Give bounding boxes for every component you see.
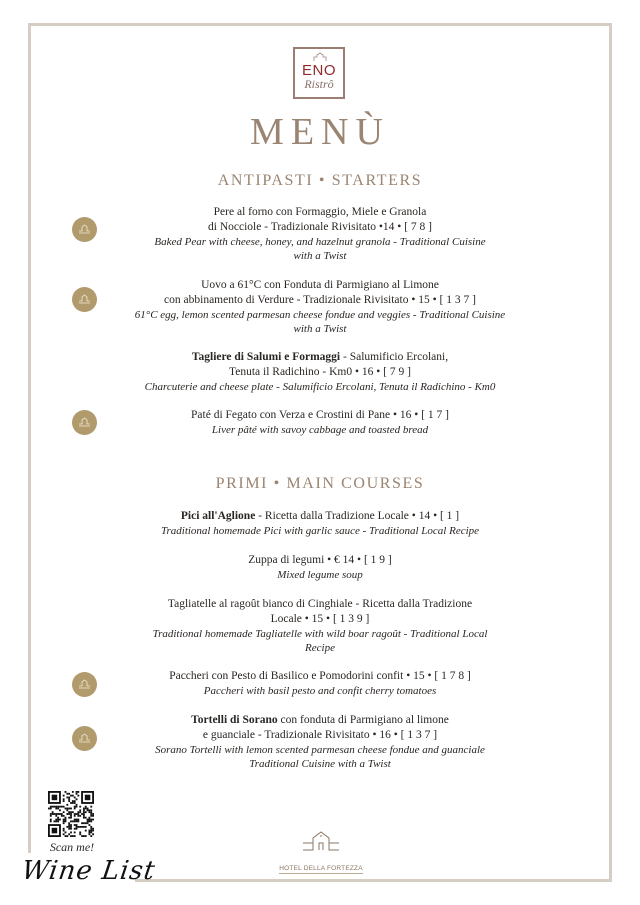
dish-text: - Salumificio Ercolani, [340, 351, 449, 363]
dish-translation: Mixed legume soup [277, 568, 363, 581]
dish-translation: Sorano Tortelli with lemon scented parmesan cheese fondue and guanciale [155, 743, 485, 756]
menu-item [100, 350, 540, 394]
menu-item [100, 205, 540, 264]
signature-dish-badge-icon [72, 410, 97, 435]
dish-text: Pere al forno con Formaggio, Miele e Granola [213, 206, 427, 218]
dish-name-line [100, 597, 540, 612]
menu-item [100, 278, 540, 337]
dish-name-line [100, 205, 540, 220]
house-icon [313, 52, 327, 62]
dish-translation: Traditional Cuisine with a Twist [249, 758, 391, 771]
signature-dish-badge-icon [72, 217, 97, 242]
dish-name-line [100, 278, 540, 293]
dish-text: Tagliatelle al ragoût bianco di Cinghiale - Ricetta dalla Tradizione [167, 598, 473, 610]
dish-translation: with a Twist [293, 250, 347, 263]
eno-ristro-logo [293, 47, 345, 99]
section-heading-primi: PRIMI • MAIN COURSES [215, 475, 425, 492]
dish-translation: Baked Pear with cheese, honey, and hazelnut granola - Traditional Cuisine [154, 235, 486, 248]
dish-name-line [100, 509, 540, 524]
frame-border-top [28, 23, 612, 26]
menu-item [100, 509, 540, 539]
dish-name-line [100, 408, 540, 423]
scan-me-label: Scan me! [49, 840, 95, 854]
dish-name-bold: Pici all'Aglione [180, 510, 256, 522]
section-heading-antipasti: ANTIPASTI • STARTERS [217, 172, 423, 189]
signature-dish-badge-icon [72, 726, 97, 751]
dish-name-line [100, 713, 540, 728]
menu-item [100, 408, 540, 438]
dish-translation: Recipe [305, 642, 335, 655]
dish-text: Paté di Fegato con Verza e Crostini di Pane • 16 • [ 1 7 ] [191, 409, 449, 421]
wine-list-link[interactable]: Wine List [19, 856, 158, 886]
menu-item [100, 553, 540, 583]
dish-text: e guanciale - Tradizionale Rivisitato • 16 • [ 1 3 7 ] [202, 728, 438, 741]
hotel-della-fortezza-logo: HOTEL DELLA FORTEZZA [276, 829, 366, 874]
dish-translation: with a Twist [293, 323, 347, 336]
dish-text: Tenuta il Radichino - Km0 • 16 • [ 7 9 ] [229, 365, 411, 378]
dish-name-bold: Tagliere di Salumi e Formaggi [191, 351, 341, 363]
logo-ristro: Ristrô [304, 77, 334, 91]
dish-translation: Paccheri with basil pesto and confit cherry tomatoes [203, 684, 437, 697]
logo-eno: ENO [301, 62, 336, 79]
dish-name-line [100, 365, 540, 380]
dish-name-line [100, 293, 540, 308]
dish-name-line [100, 728, 540, 743]
dish-translation: Charcuterie and cheese plate - Salumificio Ercolani, Tenuta il Radichino - Km0 [144, 380, 496, 393]
dish-name-line [100, 669, 540, 684]
dish-name-bold: Tortelli di Sorano [191, 714, 278, 726]
dish-text: Zuppa di legumi • € 14 • [ 1 9 ] [248, 554, 392, 566]
dish-name-line [100, 553, 540, 568]
signature-dish-badge-icon [72, 287, 97, 312]
frame-border-bottom [135, 879, 612, 882]
dish-text: Locale • 15 • [ 1 3 9 ] [270, 612, 370, 625]
menu-item [100, 597, 540, 656]
menu-item [100, 669, 540, 699]
dish-text: di Nocciole - Tradizionale Rivisitato •14 • [ 7 8 ] [208, 220, 432, 233]
menu-item [100, 713, 540, 772]
qr-code[interactable] [48, 791, 94, 837]
signature-dish-badge-icon [72, 672, 97, 697]
dish-text: con abbinamento di Verdure - Tradizionale Rivisitato • 15 • [ 1 3 7 ] [164, 293, 476, 306]
dish-name-line [100, 350, 540, 365]
dish-text: con fonduta di Parmigiano al limone [277, 714, 449, 726]
dish-text: Paccheri con Pesto di Basilico e Pomodorini confit • 15 • [ 1 7 8 ] [169, 670, 471, 682]
dish-translation: Traditional homemade Pici with garlic sauce - Traditional Local Recipe [160, 524, 480, 537]
dish-text: - Ricetta dalla Tradizione Locale • 14 • [ 1 ] [255, 510, 460, 522]
dish-translation: Liver pâté with savoy cabbage and toasted bread [211, 423, 429, 436]
dish-translation: 61°C egg, lemon scented parmesan cheese fondue and veggies - Traditional Cuisine [134, 308, 506, 321]
page-title: MENÙ [250, 111, 390, 153]
dish-name-line [100, 612, 540, 627]
dish-translation: Traditional homemade Tagliatelle with wild boar ragoût - Traditional Local [152, 627, 488, 640]
fortress-icon [301, 829, 341, 851]
dish-text: Uovo a 61°C con Fonduta di Parmigiano al Limone [201, 279, 439, 291]
dish-name-line [100, 220, 540, 235]
